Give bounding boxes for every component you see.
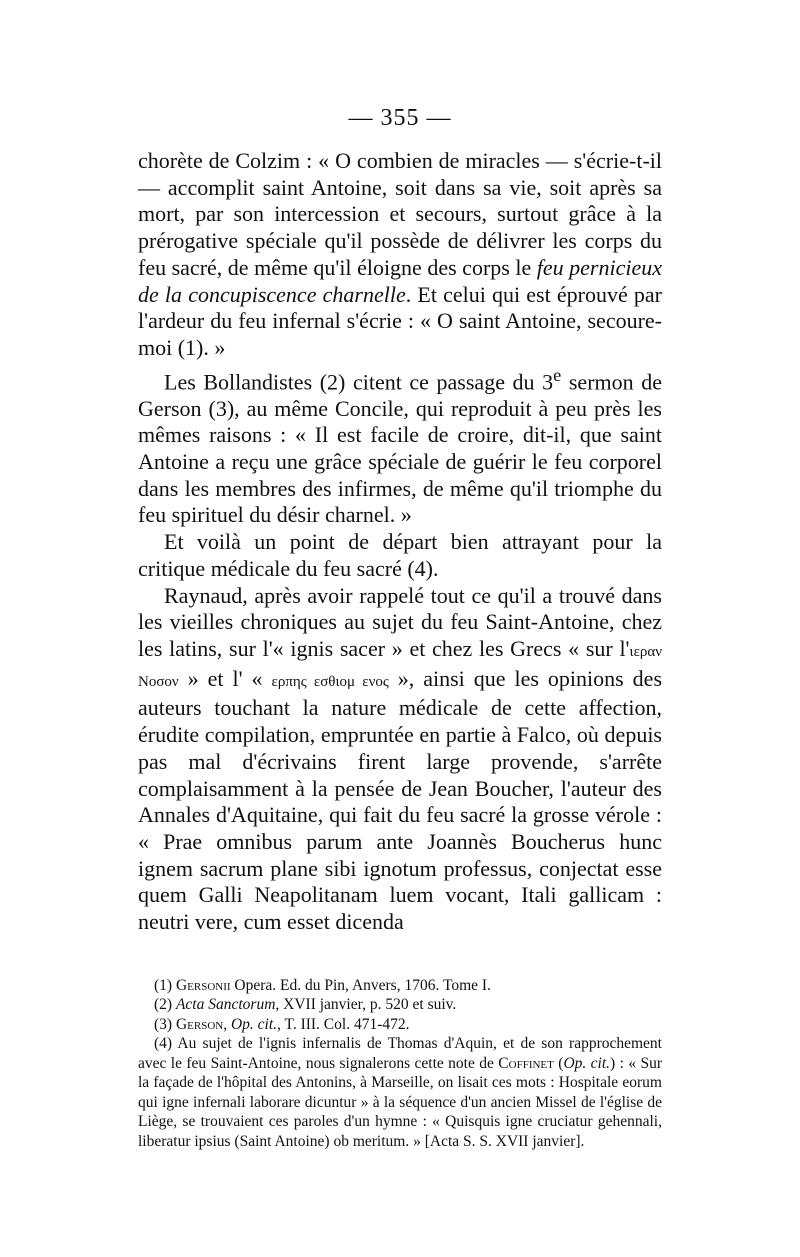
footnote-text: (4) Au sujet de l'ignis infernalis de Thomas d'Aquin, et de son rapprochement avec le feu Saint-Antoine, nous signalerons cette note de bbox=[138, 1035, 662, 1072]
footnote-text: Opera. Ed. du Pin, Anvers, 1706. Tome I. bbox=[230, 976, 491, 994]
footnote-text: (1) bbox=[154, 976, 176, 994]
footnote-text: ( bbox=[553, 1054, 564, 1072]
footnote-author: Coffinet bbox=[498, 1054, 554, 1072]
footnote-author: Gerson bbox=[175, 1015, 224, 1033]
footnotes bbox=[138, 976, 662, 1152]
text-run: chorète de Colzim : « O combien de miracles — s'écrie-t-il — accomplit saint Antoine, soit dans sa vie, soit après sa mort, par son intercession et secours, surtout grâce à la prérogative spéciale qu'il possède de délivrer les corps du feu sacré, de même qu'il éloigne des corps le bbox=[138, 148, 662, 280]
text-run: Raynaud, après avoir rappelé tout ce qu'il a trouvé dans les vieilles chroniques au sujet du feu Saint-Antoine, chez les latins, sur l'« ignis sacer » et chez les Grecs « sur l' bbox=[138, 582, 662, 661]
text-run: . Et celui qui est éprouvé par l'ardeur du feu infernal s'écrie : « O saint Antoine, secoure-moi (1). » bbox=[138, 281, 662, 360]
paragraph bbox=[138, 362, 662, 530]
text-run: Et voilà un point de départ bien attrayant pour la critique médicale du feu sacré (4). bbox=[138, 529, 662, 581]
italic-run: feu pernicieux de la concupiscence charnelle bbox=[138, 254, 662, 307]
text-run: », ainsi que les opinions des auteurs touchant la nature médicale de cette affection, érudite compilation, empruntée en partie à Falco, où depuis pas mal d'écrivains firent large provende, s'arrête complaisamment à la pensée de Jean Boucher, l'auteur des Annales d'Aquitaine, qui fait du feu sacré la grosse vérole : « Prae omnibus parum ante Joannès Boucherus hunc ignem sacrum plane sibi ignotum professus, conjectat esse quem Galli Neapolitanam luem vocant, Itali gallicam : neutri vere, cum esset dicenda bbox=[138, 665, 663, 935]
footnote-text: , XVII janvier, p. 520 et suiv. bbox=[275, 996, 457, 1014]
text-run: Les Bollandistes (2) citent ce passage du 3 bbox=[164, 368, 554, 394]
footnote-text: ) : « Sur la façade de l'hôpital des Antonins, à Marseille, on lisait ces mots : Hospitale eorum qui igne infernali laborare dicuntur » à la séquence d'un ancien Missel de l'église de Liège, se trouvaient ces paroles d'un hymne : « Quisquis igne cruciatur gehennali, liberatur ipsius (Saint Antoine) ob meritum. » [Acta S. S. XVII janvier]. bbox=[138, 1054, 663, 1150]
footnote-text: (3) bbox=[154, 1015, 176, 1033]
footnote-author: Gersonii bbox=[175, 976, 231, 994]
paragraph bbox=[138, 148, 662, 362]
greek-text: ιεραν Νοσον bbox=[138, 643, 662, 690]
page-number: — 355 — bbox=[348, 105, 452, 131]
footnote-title: Op. cit. bbox=[563, 1054, 611, 1072]
footnote bbox=[138, 1015, 662, 1035]
text-run: » et l' « bbox=[178, 665, 272, 691]
footnote-text: , bbox=[223, 1015, 231, 1033]
footnote bbox=[138, 1034, 662, 1151]
paragraph bbox=[138, 583, 662, 936]
text-run: sermon de Gerson (3), au même Concile, qui reproduit à peu près les mêmes raisons : « Il est facile de croire, dit-il, que saint Antoine a reçu une grâce spéciale de guérir le feu corporel dans les membres des infirmes, de même qu'il triomphe du feu spirituel du désir charnel. » bbox=[138, 368, 662, 528]
paragraph bbox=[138, 529, 662, 582]
body-text bbox=[138, 148, 662, 936]
footnote bbox=[138, 995, 662, 1015]
footnote-title: Acta Sanctorum bbox=[175, 996, 276, 1014]
footnote-text: , T. III. Col. 471-472. bbox=[277, 1015, 410, 1033]
greek-text: ερπης εσθιομ ενος bbox=[271, 673, 389, 690]
footnote-text: (2) bbox=[154, 996, 176, 1014]
footnote-title: Op. cit. bbox=[230, 1015, 278, 1033]
superscript: e bbox=[553, 364, 562, 385]
footnote bbox=[138, 976, 662, 996]
